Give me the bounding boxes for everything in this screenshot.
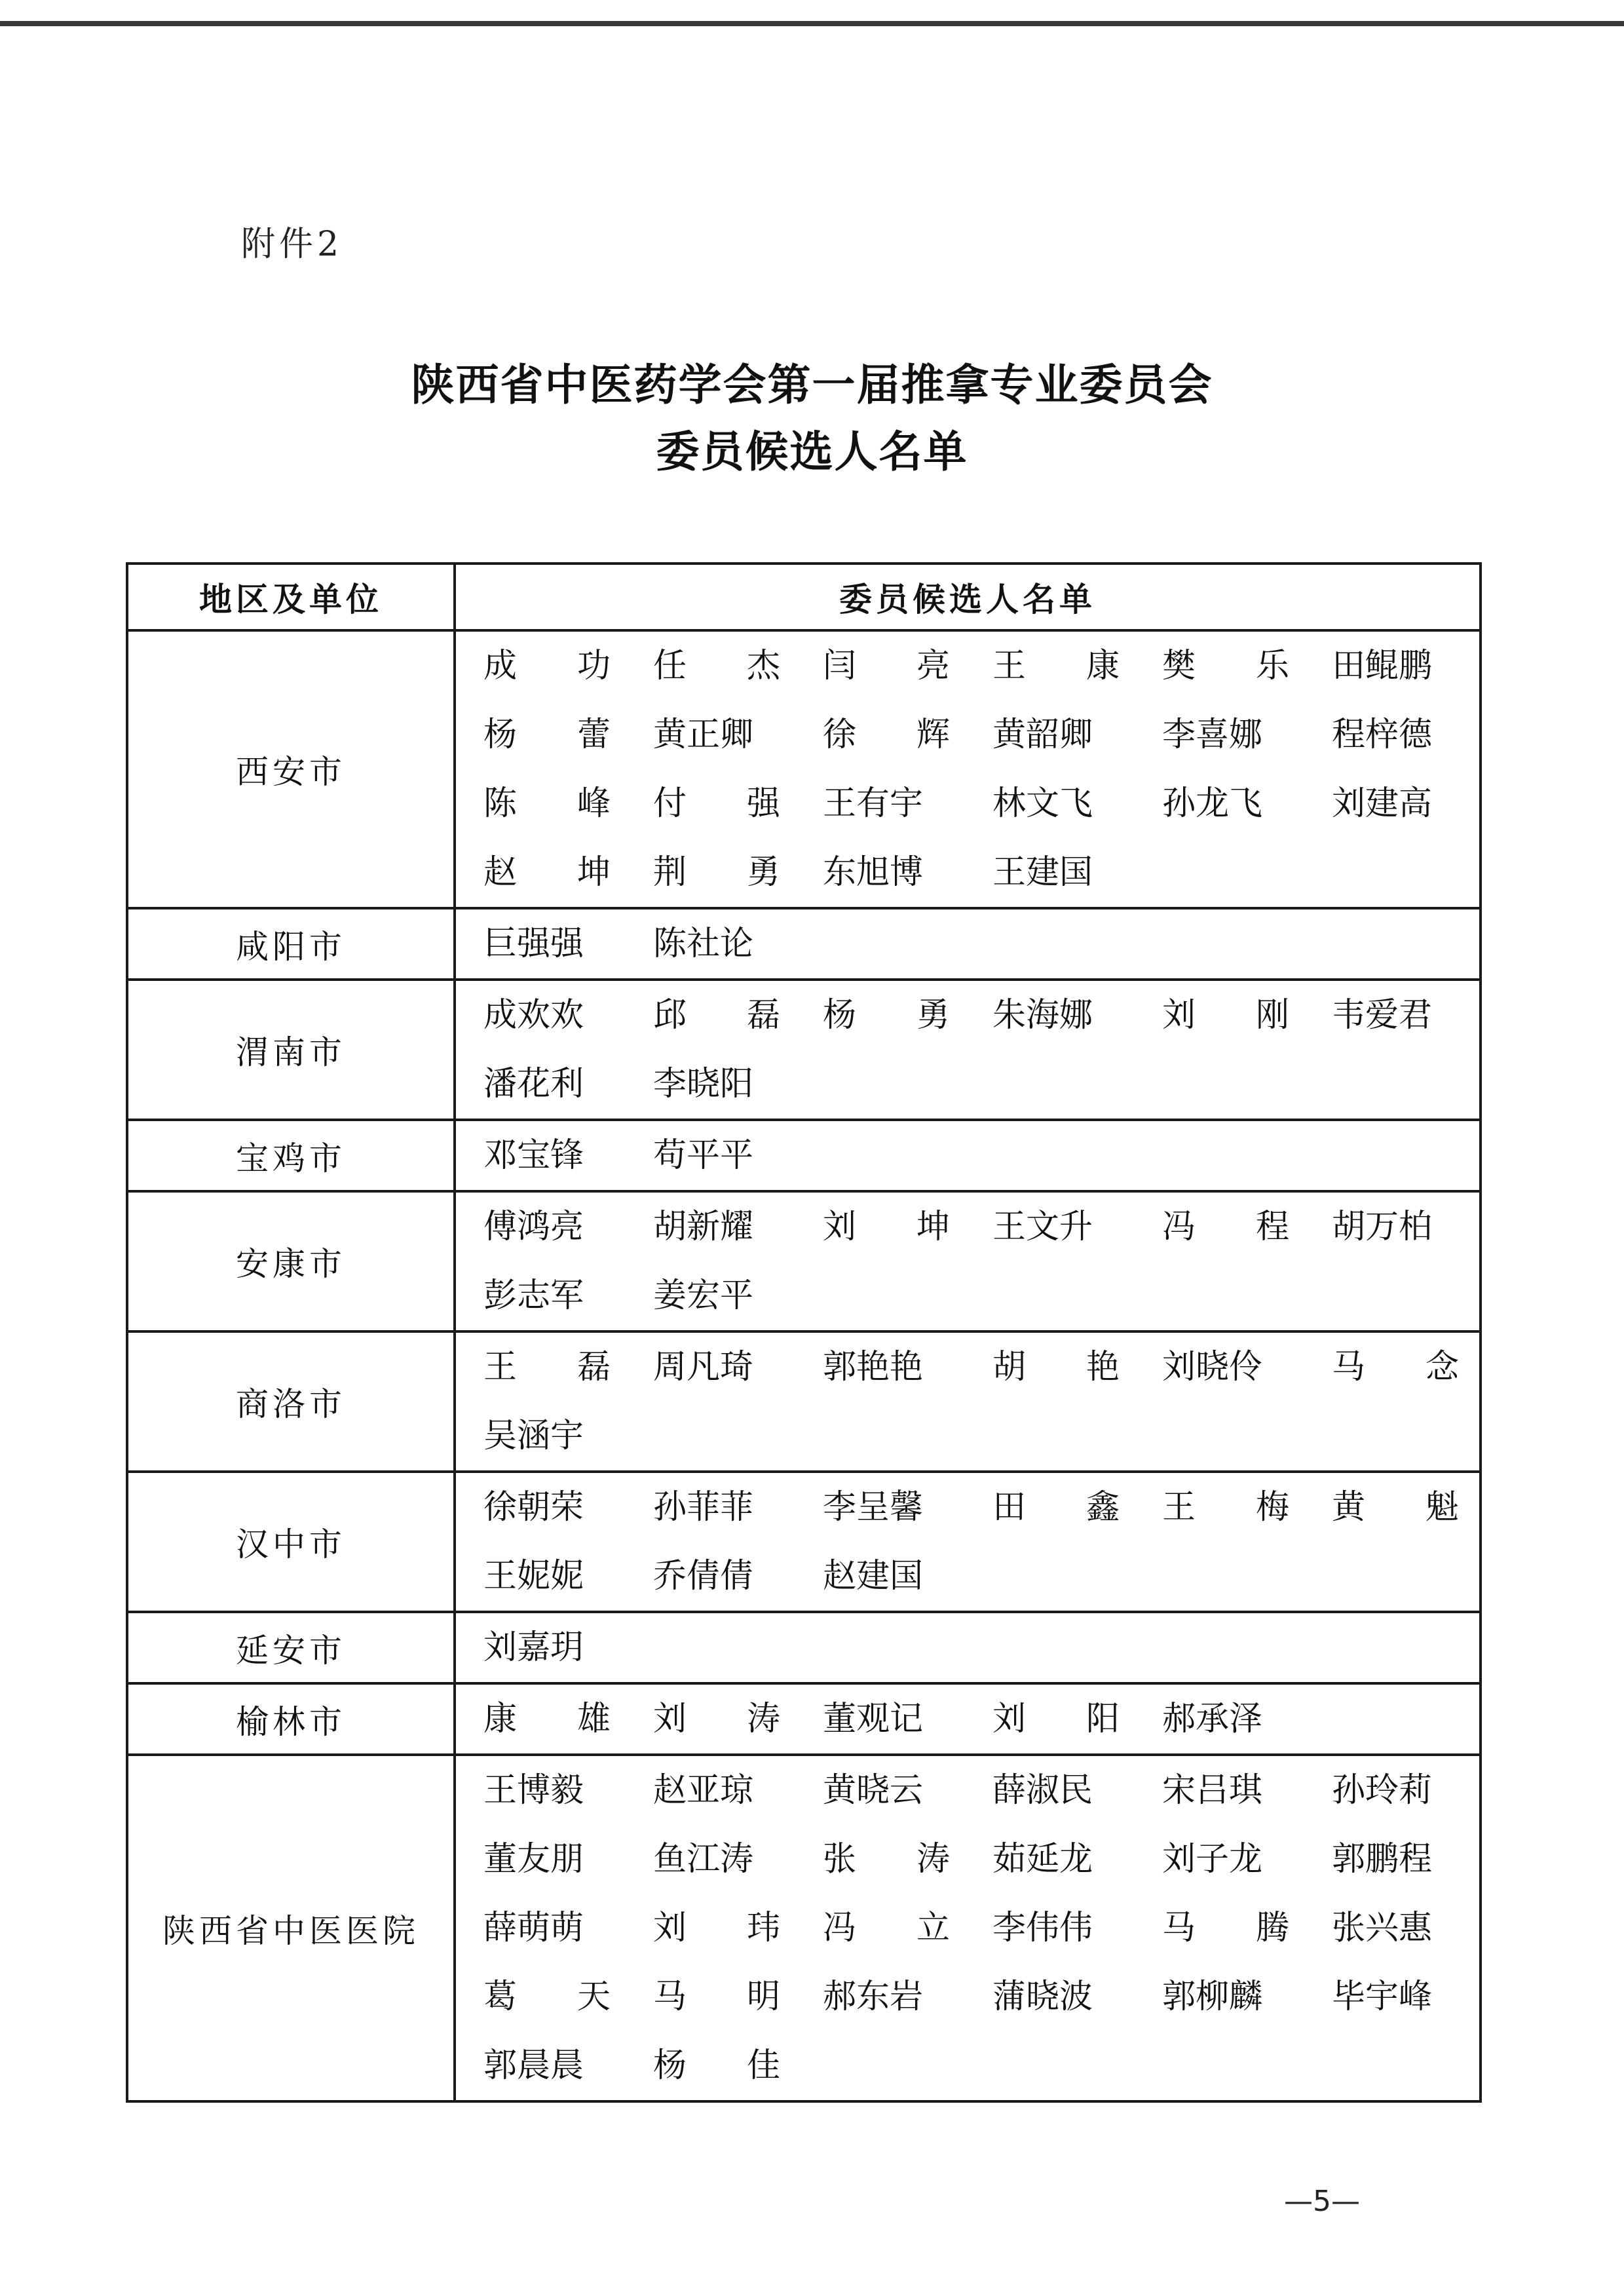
candidate-name: 王 康	[992, 647, 1120, 685]
names-cell	[455, 908, 1481, 980]
candidate-name: 邓宝锋	[483, 1136, 584, 1175]
candidate-name: 杨 勇	[823, 996, 950, 1035]
candidate-name: 苟平平	[653, 1136, 754, 1175]
candidate-name: 付 强	[653, 784, 780, 823]
page-number: —5—	[1284, 2185, 1360, 2218]
candidate-name: 刘建高	[1332, 784, 1433, 823]
candidate-name: 巨强强	[483, 925, 584, 963]
candidate-name: 刘晓伶	[1162, 1348, 1263, 1387]
candidate-name: 徐朝荣	[483, 1488, 584, 1527]
names-cell	[455, 1472, 1481, 1612]
name-grid	[483, 1333, 1479, 1470]
name-grid	[483, 1193, 1479, 1330]
region-cell: 宝鸡市	[127, 1120, 455, 1191]
candidate-name: 张兴惠	[1332, 1909, 1433, 1947]
candidate-table	[126, 562, 1482, 2103]
region-cell: 安康市	[127, 1191, 455, 1331]
candidate-name: 王建国	[992, 853, 1093, 892]
candidate-name: 冯 立	[823, 1909, 950, 1947]
candidate-name: 刘嘉玥	[483, 1628, 584, 1667]
table-row	[127, 1191, 1481, 1331]
candidate-name: 李伟伟	[992, 1909, 1093, 1947]
candidate-name: 毕宇峰	[1332, 1978, 1433, 2016]
candidate-name: 马 明	[653, 1978, 780, 2016]
candidate-name: 郭晨晨	[483, 2046, 584, 2085]
candidate-name: 任 杰	[653, 647, 780, 685]
candidate-name: 韦爱君	[1332, 996, 1433, 1035]
document-title-line-2: 委员候选人名单	[656, 427, 968, 477]
candidate-name: 朱海娜	[992, 996, 1093, 1035]
candidate-name: 郭艳艳	[823, 1348, 924, 1387]
candidate-name: 茹延龙	[992, 1840, 1093, 1879]
document-title-line-1: 陕西省中医药学会第一届推拿专业委员会	[411, 360, 1213, 410]
candidate-name: 王文升	[992, 1208, 1093, 1246]
candidate-name: 李喜娜	[1162, 716, 1263, 754]
candidate-name: 成 功	[483, 647, 611, 685]
region-cell: 汉中市	[127, 1472, 455, 1612]
candidate-name: 张 涛	[823, 1840, 950, 1879]
candidate-name: 李呈馨	[823, 1488, 924, 1527]
names-cell	[455, 630, 1481, 908]
region-cell: 商洛市	[127, 1331, 455, 1472]
table-row	[127, 1472, 1481, 1612]
candidate-name: 郝承泽	[1162, 1700, 1263, 1738]
candidate-name: 郝东岩	[823, 1978, 924, 2016]
names-column-header: 委员候选人名单	[455, 564, 1481, 630]
candidate-name: 乔倩倩	[653, 1557, 754, 1596]
candidate-name: 冯 程	[1162, 1208, 1289, 1246]
candidate-name: 董友朋	[483, 1840, 584, 1879]
table-row	[127, 1683, 1481, 1755]
candidate-name: 孙玲莉	[1332, 1771, 1433, 1810]
candidate-name: 王妮妮	[483, 1557, 584, 1596]
candidate-name: 刘 刚	[1162, 996, 1289, 1035]
candidate-name: 董观记	[823, 1700, 924, 1738]
names-cell	[455, 1683, 1481, 1755]
table-row	[127, 1755, 1481, 2101]
candidate-name: 闫 亮	[823, 647, 950, 685]
candidate-name: 黄正卿	[653, 716, 754, 754]
candidate-name: 傅鸿亮	[483, 1208, 584, 1246]
table-row	[127, 980, 1481, 1120]
name-grid	[483, 909, 1479, 978]
name-grid	[483, 1756, 1479, 2100]
candidate-name: 郭柳麟	[1162, 1978, 1263, 2016]
scan-edge-line	[0, 21, 1624, 26]
table-row	[127, 1612, 1481, 1683]
candidate-name: 刘子龙	[1162, 1840, 1263, 1879]
candidate-name: 薛淑民	[992, 1771, 1093, 1810]
names-cell	[455, 1755, 1481, 2101]
region-cell: 渭南市	[127, 980, 455, 1120]
names-cell	[455, 1191, 1481, 1331]
table-row	[127, 1120, 1481, 1191]
candidate-name: 潘花利	[483, 1065, 584, 1103]
candidate-name: 邱 磊	[653, 996, 780, 1035]
candidate-name: 康 雄	[483, 1700, 611, 1738]
candidate-name: 赵 坤	[483, 853, 611, 892]
candidate-name: 田鲲鹏	[1332, 647, 1433, 685]
region-cell: 陕西省中医医院	[127, 1755, 455, 2101]
candidate-name: 孙龙飞	[1162, 784, 1263, 823]
table-row	[127, 908, 1481, 980]
candidate-name: 蒲晓波	[992, 1978, 1093, 2016]
candidate-name: 荆 勇	[653, 853, 780, 892]
attachment-label: 附件2	[241, 225, 343, 264]
candidate-name: 陈社论	[653, 925, 754, 963]
candidate-name: 胡 艳	[992, 1348, 1120, 1387]
candidate-name: 林文飞	[992, 784, 1093, 823]
table-row	[127, 630, 1481, 908]
candidate-name: 黄 魁	[1332, 1488, 1459, 1527]
name-grid	[483, 981, 1479, 1119]
candidate-name: 赵建国	[823, 1557, 924, 1596]
candidate-name: 吴涵宇	[483, 1417, 584, 1455]
candidate-name: 赵亚琼	[653, 1771, 754, 1810]
candidate-name: 马 腾	[1162, 1909, 1289, 1947]
candidate-name: 黄晓云	[823, 1771, 924, 1810]
name-grid	[483, 1613, 1479, 1682]
candidate-name: 薛萌萌	[483, 1909, 584, 1947]
candidate-name: 马 念	[1332, 1348, 1459, 1387]
candidate-name: 陈 峰	[483, 784, 611, 823]
names-cell	[455, 1612, 1481, 1683]
name-grid	[483, 632, 1479, 907]
name-grid	[483, 1685, 1479, 1753]
candidate-name: 李晓阳	[653, 1065, 754, 1103]
candidate-name: 胡新耀	[653, 1208, 754, 1246]
candidate-name: 姜宏平	[653, 1276, 754, 1315]
candidate-name: 王博毅	[483, 1771, 584, 1810]
table-body	[127, 630, 1481, 2101]
candidate-name: 杨 佳	[653, 2046, 780, 2085]
candidate-name: 黄韶卿	[992, 716, 1093, 754]
region-column-header: 地区及单位	[127, 564, 455, 630]
candidate-name: 葛 天	[483, 1978, 611, 2016]
candidate-name: 周凡琦	[653, 1348, 754, 1387]
names-cell	[455, 1331, 1481, 1472]
candidate-name: 刘 玮	[653, 1909, 780, 1947]
region-cell: 榆林市	[127, 1683, 455, 1755]
table-header-row	[127, 564, 1481, 630]
candidate-name: 王有宇	[823, 784, 924, 823]
region-cell: 西安市	[127, 630, 455, 908]
name-grid	[483, 1121, 1479, 1190]
candidate-name: 宋吕琪	[1162, 1771, 1263, 1810]
candidate-name: 孙菲菲	[653, 1488, 754, 1527]
candidate-name: 田 鑫	[992, 1488, 1120, 1527]
table-row	[127, 1331, 1481, 1472]
candidate-name: 徐 辉	[823, 716, 950, 754]
candidate-name: 刘 坤	[823, 1208, 950, 1246]
candidate-name: 杨 蕾	[483, 716, 611, 754]
candidate-name: 王 磊	[483, 1348, 611, 1387]
candidate-name: 王 梅	[1162, 1488, 1289, 1527]
region-cell: 咸阳市	[127, 908, 455, 980]
candidate-name: 郭鹏程	[1332, 1840, 1433, 1879]
candidate-name: 东旭博	[823, 853, 924, 892]
candidate-name: 樊 乐	[1162, 647, 1289, 685]
candidate-name: 彭志军	[483, 1276, 584, 1315]
candidate-name: 胡万柏	[1332, 1208, 1433, 1246]
candidate-name: 程梓德	[1332, 716, 1433, 754]
candidate-name: 刘 涛	[653, 1700, 780, 1738]
candidate-name: 成欢欢	[483, 996, 584, 1035]
names-cell	[455, 980, 1481, 1120]
region-cell: 延安市	[127, 1612, 455, 1683]
name-grid	[483, 1473, 1479, 1611]
candidate-name: 刘 阳	[992, 1700, 1120, 1738]
candidate-name: 鱼江涛	[653, 1840, 754, 1879]
names-cell	[455, 1120, 1481, 1191]
